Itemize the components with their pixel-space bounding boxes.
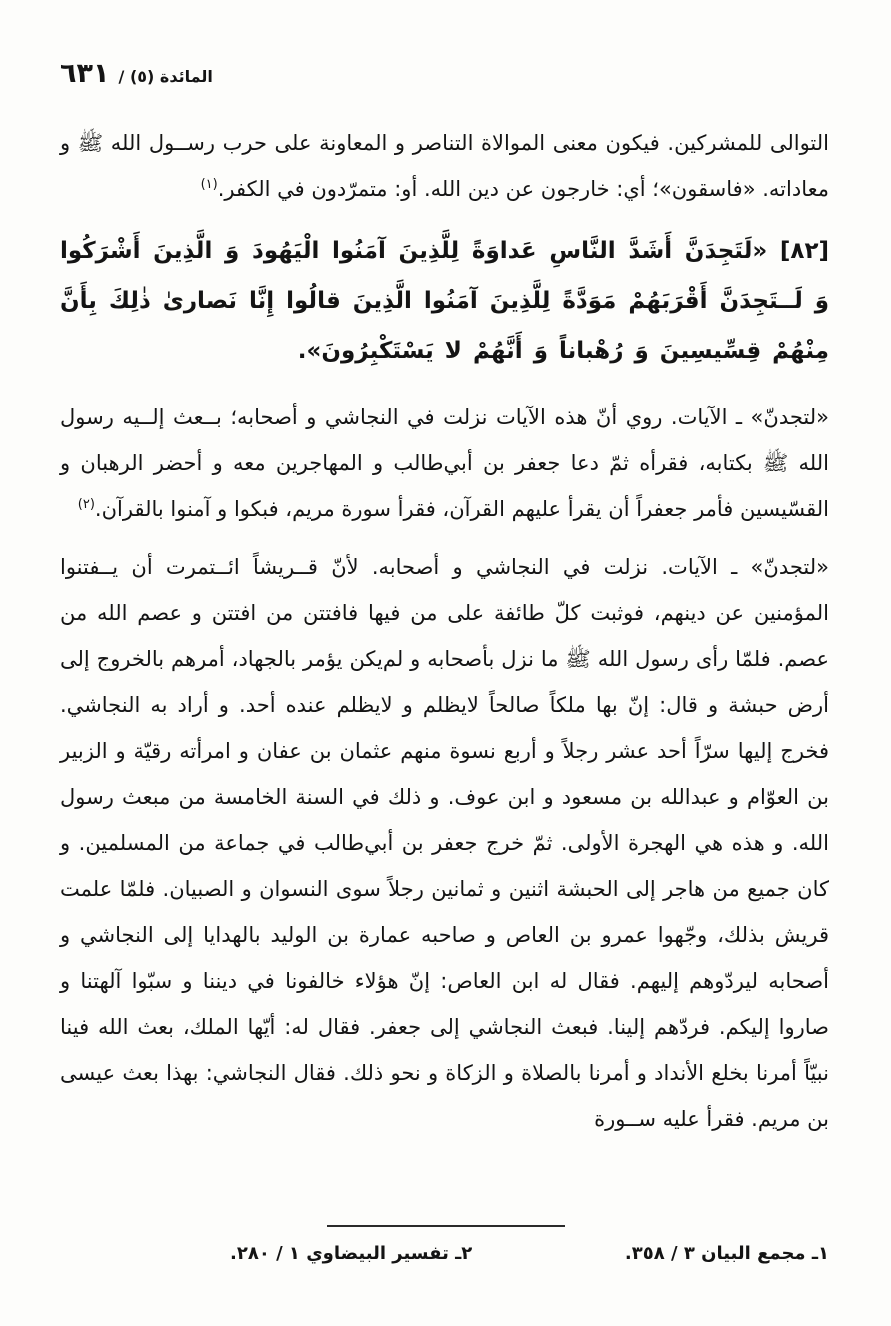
footnote-marker-1: (١) [200,177,218,192]
footnotes-row [62,1243,829,1264]
quran-verse-block [60,226,829,376]
footnote-separator-line [327,1225,565,1227]
paragraph-text: «لتجدنّ» ـ الآيات. نزلت في النجاشي و أصحابه. لأنّ قــريشاً ائــتمرت أن يــفتنوا المؤمنين عن دينهم، فوثبت كلّ طائفة على من فيها فافتتن من افتتن و عصم الله من عصم. فلمّا رأى رسول الله ﷺ ما نزل بأصحابه و لم‌يكن يؤمر بالجهاد، أمرهم بالخروج إلى أرض حبشة و قال: إنّ بها ملكاً صالحاً لايظلم و لايظلم عنده أحد. و أراد به النجاشي. فخرج إليها سرّاً أحد عشر رجلاً و أربع نسوة منهم عثمان بن عفان و امرأته رقيّة و الزبير بن العوّام و عبدالله بن مسعود و ابن عوف. و ذلك في السنة الخامسة من مبعث رسول الله. و هذه هي الهجرة الأولى. ثمّ خرج جعفر بن أبي‌طالب في جماعة من المسلمين. و كان جميع من هاجر إلى الحبشة اثنين و ثمانين رجلاً سوى النسوان و الصبيان. فلمّا علمت قريش بذلك، وجّهوا عمرو بن العاص و صاحبه عمارة بن الوليد بالهدايا إلى النجاشي و أصحابه ليردّوهم إليهم. فقال له ابن العاص: إنّ هؤلاء خالفونا في ديننا و سبّوا آلهتنا و صاروا إليكم. فردّهم إلينا. فبعث النجاشي إلى جعفر. فقال له: أيّها الملك، بعث الله فينا نبيّاً أمرنا بخلع الأنداد و أمرنا بالصلاة و الزكاة و نحو ذلك. فقال النجاشي: بهذا بعث عيسى بن مريم. فقرأ عليه ســورة [60,555,829,1131]
page-content [60,120,829,1154]
verse-text: [٨٢] «لَتَجِدَنَّ أَشَدَّ النَّاسِ عَداوَةً لِلَّذِينَ آمَنُوا الْيَهُودَ وَ الَّذِينَ أَشْرَكُوا وَ لَــتَجِدَنَّ أَقْرَبَهُمْ مَوَدَّةً لِلَّذِينَ آمَنُوا الَّذِينَ قالُوا إِنَّا نَصارىٰ ذٰلِكَ بِأَنَّ مِنْهُمْ قِسِّيسِينَ وَ رُهْباناً وَ أَنَّهُمْ لا يَسْتَكْبِرُونَ». [60,238,829,364]
page-footer [62,1225,829,1264]
paragraph-commentary-2 [60,544,829,1142]
paragraph-intro [60,120,829,212]
footnote-2: ٢ـ تفسير البيضاوي ١ / ٢٨٠. [230,1243,473,1264]
footnote-marker-2: (٢) [77,497,95,512]
surah-title: المائدة (٥) / [118,67,213,86]
page-header [60,58,213,89]
paragraph-text: «لتجدنّ» ـ الآيات. روي أنّ هذه الآيات نزلت في النجاشي و أصحابه؛ بــعث إلــيه رسول الله ﷺ بكتابه، فقرأه ثمّ دعا جعفر بن أبي‌طالب و المهاجرين معه و أحضر الرهبان و القسّيسين فأمر جعفراً أن يقرأ عليهم القرآن، فقرأ سورة مريم، فبكوا و آمنوا بالقرآن. [60,405,829,521]
footnote-1: ١ـ مجمع البيان ٣ / ٣٥٨. [624,1243,829,1264]
paragraph-commentary-1 [60,394,829,532]
page-number: ٦٣١ [60,58,110,89]
paragraph-text: التوالى للمشركين. فيكون معنى الموالاة التناصر و المعاونة على حرب رســول الله ﷺ و معاداته. «فاسقون»؛ أي: خارجون عن دين الله. أو: متمرّدون في الكفر. [60,131,829,201]
